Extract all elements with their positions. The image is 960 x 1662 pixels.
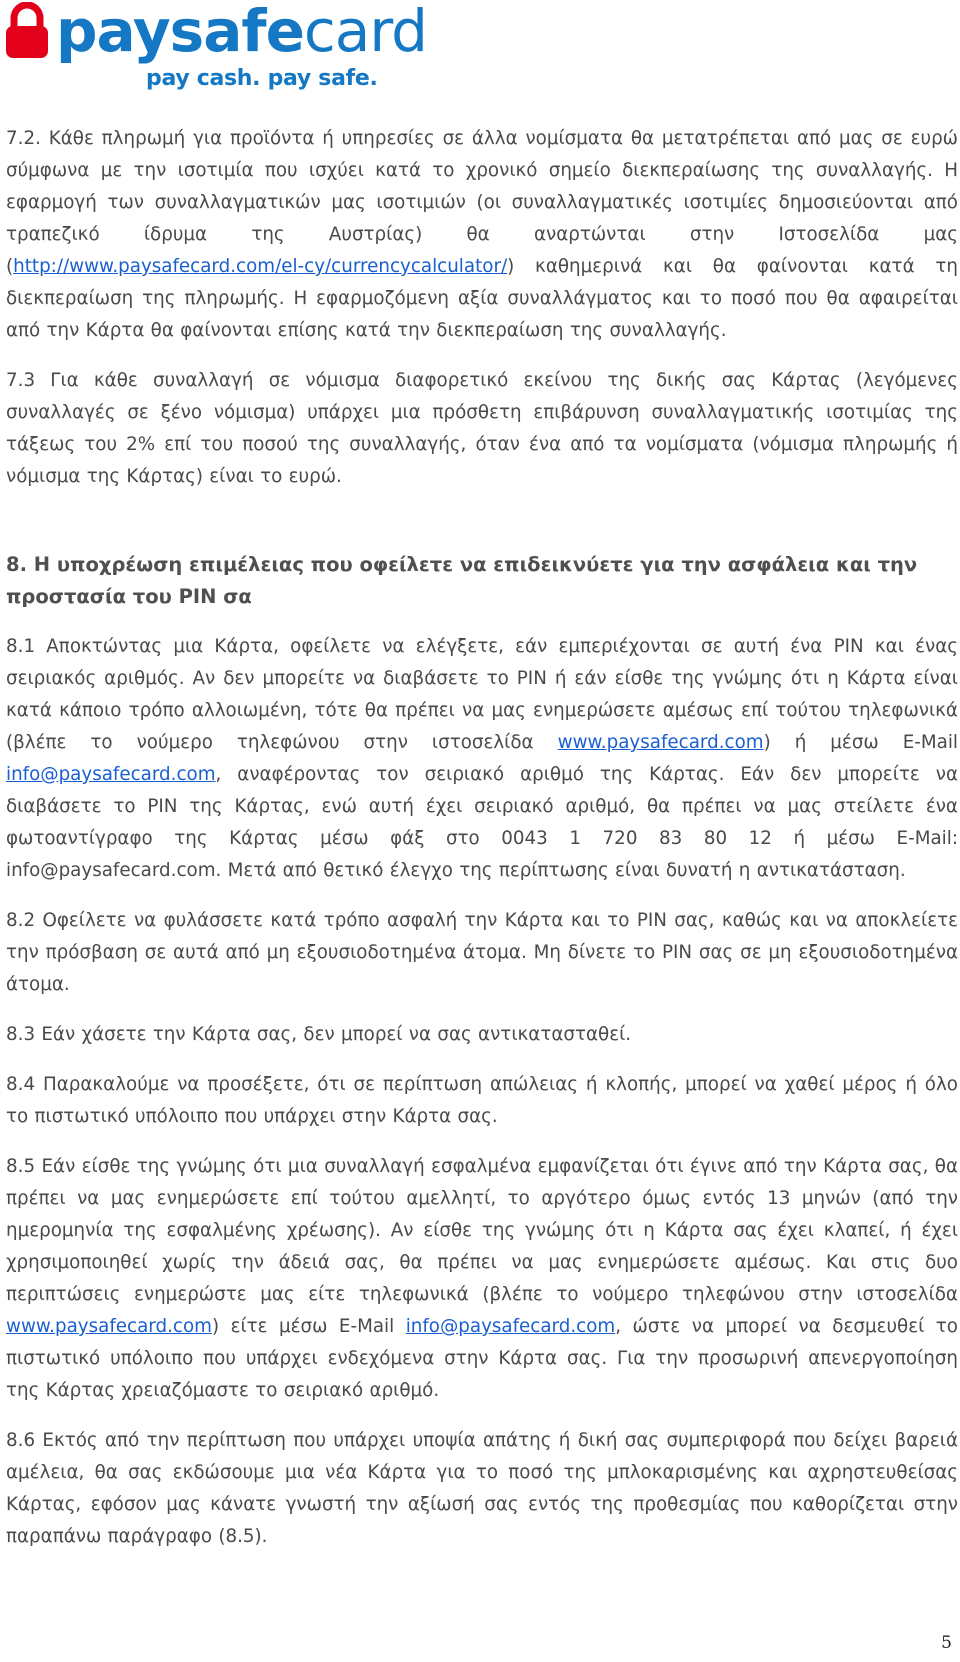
paragraph-8-2: 8.2 Οφείλετε να φυλάσσετε κατά τρόπο ασφαλή την Κάρτα και το PIN σας, καθώς και να αποκλείετε την πρόσβαση σε αυτά από μη εξουσιοδοτημένα άτομα. Μη δίνετε το PIN σας σε μη εξουσιοδοτημένα άτομα. [6, 910, 958, 995]
section-8-heading: 8. Η υποχρέωση επιμέλειας που οφείλετε να επιδεικνύετε για την ασφάλεια και την προστασία του PIN σα [6, 553, 918, 608]
currency-calculator-link[interactable]: http://www.paysafecard.com/el-cy/currencycalculator/ [13, 256, 508, 277]
email-link[interactable]: info@paysafecard.com [405, 1316, 616, 1337]
logo-wordmark: paysafecard [56, 0, 427, 65]
email-link[interactable]: info@paysafecard.com [6, 764, 216, 785]
paragraph-8-4: 8.4 Παρακαλούμε να προσέξετε, ότι σε περίπτωση απώλειας ή κλοπής, μπορεί να χαθεί μέρος ή όλο το πιστωτικό υπόλοιπο που υπάρχει στην Κάρτα σας. [6, 1074, 958, 1127]
paragraph-7-2: 7.2. Κάθε πληρωμή για προϊόντα ή υπηρεσίες σε άλλα νομίσματα θα μετατρέπεται από μας σε ευρώ σύμφωνα με την ισοτιμία που ισχύει κατά το χρονικό σημείο διεκπεραίωσης της συναλλαγής. Η εφαρμογή των συναλλαγματικών μας ισοτιμιών (οι συναλλαγματικές ισοτιμίες δημοσιεύονται από τραπεζικό ίδρυμα της Αυστρίας) θα αναρτώνται στην Ιστοσελίδα μας (http://www.paysafecard.com/el-cy/currencycalculator/) καθημερινά και θα φαίνονται κατά τη διεκπεραίωση της πληρωμής. Η εφαρμοζόμενη αξία συναλλάγματος και το ποσό που θα αφαιρείται από την Κάρτα θα φαίνονται επίσης κατά την διεκπεραίωση της συναλλαγής. [6, 128, 958, 341]
paysafecard-logo [4, 0, 427, 100]
paragraph-8-6: 8.6 Εκτός από την περίπτωση που υπάρχει υποψία απάτης ή δική σας συμπεριφορά που δείχει βαρειά αμέλεια, θα σας εκδώσουμε μια νέα Κάρτα για το ποσό της μπλοκαρισμένης και αχρηστευθείσας Κάρτας, εφόσον μας κάνατε γνωστή την αξίωσή σας εντός της προθεσμίας που καθορίζεται στην παραπάνω παράγραφο (8.5). [6, 1430, 958, 1547]
lock-icon [4, 2, 50, 60]
website-link[interactable]: www.paysafecard.com [6, 1316, 212, 1337]
page-number: 5 [941, 1633, 952, 1653]
paragraph-8-5: 8.5 Εάν είσθε της γνώμης ότι μια συναλλαγή εσφαλμένα εμφανίζεται ότι έγινε από την Κάρτα σας, θα πρέπει να μας ενημερώσετε επί τούτου αμελλητί, το αργότερο όμως εντός 13 μηνών (από την ημερομηνία της εσφαλμένης χρέωσης). Αν είσθε της γνώμης ότι η Κάρτα σας έχει κλαπεί, ή έχει χρησιμοποιηθεί χωρίς την άδειά σας, θα πρέπει να μας ενημερώσετε αμέσως. Και στις δυο περιπτώσεις ενημερώστε μας είτε τηλεφωνικά (βλέπε το νούμερο τηλεφώνου στην ιστοσελίδα www.paysafecard.com) είτε μέσω E-Mail info@paysafecard.com, ώστε να μπορεί να δεσμευθεί το πιστωτικό υπόλοιπο που υπάρχει ενδεχόμενα στην Κάρτα σας. Για την προσωρινή απενεργοποίηση της Κάρτας χρειαζόμαστε το σειριακό αριθμό. [6, 1156, 958, 1401]
paragraph-8-3: 8.3 Εάν χάσετε την Κάρτα σας, δεν μπορεί να σας αντικατασταθεί. [6, 1024, 632, 1045]
logo-tagline: pay cash. pay safe. [146, 66, 378, 91]
website-link[interactable]: www.paysafecard.com [557, 732, 764, 753]
paragraph-8-1: 8.1 Αποκτώντας μια Κάρτα, οφείλετε να ελέγξετε, εάν εμπεριέχονται σε αυτή ένα PIN και ένας σειριακός αριθμός. Αν δεν μπορείτε να διαβάσετε το PIN ή εάν είσθε της γνώμης ότι η Κάρτα είναι κατά κάποιο τρόπο αλλοιωμένη, τότε θα πρέπει να μας ενημερώσετε αμέσως επί τούτου τηλεφωνικά (βλέπε το νούμερο τηλεφώνου στην ιστοσελίδα www.paysafecard.com) ή μέσω E-Mail info@paysafecard.com, αναφέροντας τον σειριακό αριθμό της Κάρτας. Εάν δεν μπορείτε να διαβάσετε το PIN της Κάρτας, ενώ αυτή έχει σειριακό αριθμό, θα πρέπει να μας στείλετε ένα φωτοαντίγραφο της Κάρτας μέσω φάξ στο 0043 1 720 83 80 12 ή μέσω E-Mail: info@paysafecard.com. Μετά από θετικό έλεγχο της περίπτωσης είναι δυνατή η αντικατάσταση. [6, 636, 959, 881]
paragraph-7-3: 7.3 Για κάθε συναλλαγή σε νόμισμα διαφορετικό εκείνου της δικής σας Κάρτας (λεγόμενες συναλλαγές σε ξένο νόμισμα) υπάρχει μια πρόσθετη επιβάρυνση συναλλαγματικής ισοτιμίας της τάξεως του 2% επί του ποσού της συναλλαγής, όταν ένα από τα νομίσματα (νόμισμα πληρωμής ή νόμισμα της Κάρτας) είναι το ευρώ. [6, 370, 958, 487]
document-body [6, 123, 958, 1553]
